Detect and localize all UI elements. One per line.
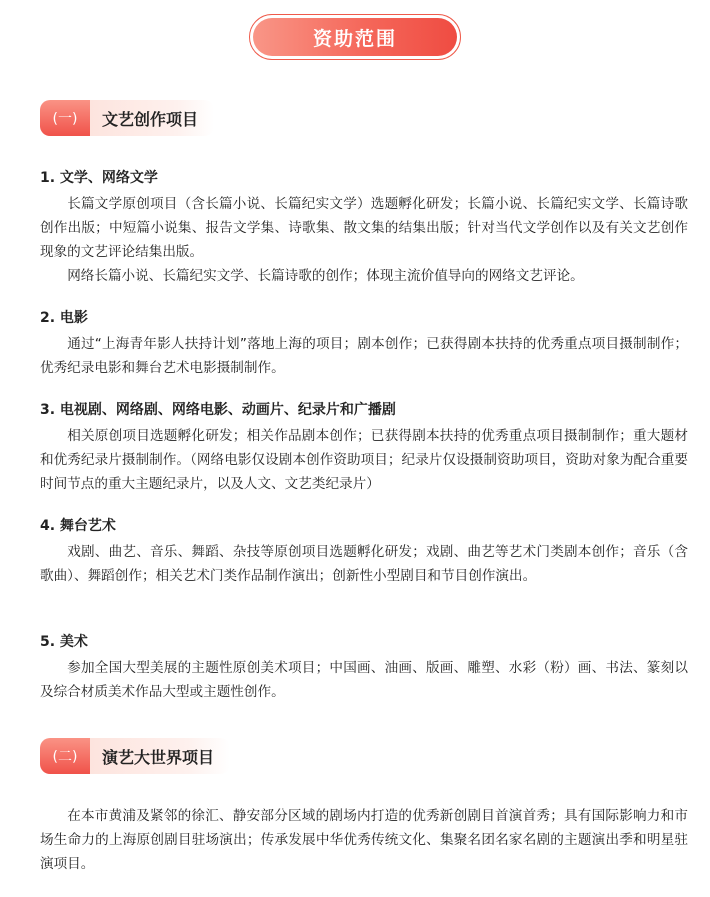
banner-wrapper (0, 14, 710, 60)
section-title-2: 演艺大世界项目 (90, 738, 230, 774)
section-header-1 (40, 100, 214, 136)
item-paragraph: 戏剧、曲艺、音乐、舞蹈、杂技等原创项目选题孵化研发；戏剧、曲艺等艺术门类剧本创作；音乐（含歌曲）、舞蹈创作；相关艺术门类作品制作演出；创新性小型剧目和节目创作演出。 (40, 544, 688, 584)
section2-body (40, 804, 688, 876)
item-paragraph: 通过“上海青年影人扶持计划”落地上海的项目；剧本创作；已获得剧本扶持的优秀重点项目摄制制作；优秀纪录电影和舞台艺术电影摄制制作。 (40, 336, 688, 376)
item-tv-series (40, 400, 688, 496)
item-fine-arts (40, 632, 688, 704)
item-title: 1. 文学、网络文学 (40, 170, 158, 186)
item-title: 4. 舞台艺术 (40, 518, 116, 534)
item-paragraph: 长篇文学原创项目（含长篇小说、长篇纪实文学）选题孵化研发；长篇小说、长篇纪实文学、长篇诗歌创作出版；中短篇小说集、报告文学集、诗歌集、散文集的结集出版；针对当代文学创作以及有关文艺创作现象的文艺评论结集出版。 (40, 196, 688, 260)
item-paragraph: 网络长篇小说、长篇纪实文学、长篇诗歌的创作；体现主流价值导向的网络文艺评论。 (67, 268, 584, 284)
item-title: 2. 电影 (40, 310, 88, 326)
item-paragraph: 相关原创项目选题孵化研发；相关作品剧本创作；已获得剧本扶持的优秀重点项目摄制制作；重大题材和优秀纪录片摄制制作。（网络电影仅设剧本创作资助项目；纪录片仅设摄制资助项目，资助对象为配合重要时间节点的重大主题纪录片，以及人文、文艺类纪录片） (40, 428, 688, 492)
item-title: 3. 电视剧、网络剧、网络电影、动画片、纪录片和广播剧 (40, 402, 396, 418)
item-paragraph: 参加全国大型美展的主题性原创美术项目；中国画、油画、版画、雕塑、水彩（粉）画、书法、篆刻以及综合材质美术作品大型或主题性创作。 (40, 660, 688, 700)
item-film (40, 308, 688, 380)
item-literature (40, 168, 688, 288)
item-title: 5. 美术 (40, 634, 88, 650)
item-stage-arts (40, 516, 688, 588)
section-tag-1: (一) (40, 100, 90, 136)
section-title-1: 文艺创作项目 (90, 100, 214, 136)
banner-title: 资助范围 (253, 18, 457, 56)
section2-paragraph: 在本市黄浦及紧邻的徐汇、静安部分区域的剧场内打造的优秀新创剧目首演首秀；具有国际影响力和市场生命力的上海原创剧目驻场演出；传承发展中华优秀传统文化、集聚名团名家名剧的主题演出季和明星驻演项目。 (40, 808, 688, 872)
section-tag-2: (二) (40, 738, 90, 774)
section-header-2 (40, 738, 230, 774)
section-banner (249, 14, 461, 60)
